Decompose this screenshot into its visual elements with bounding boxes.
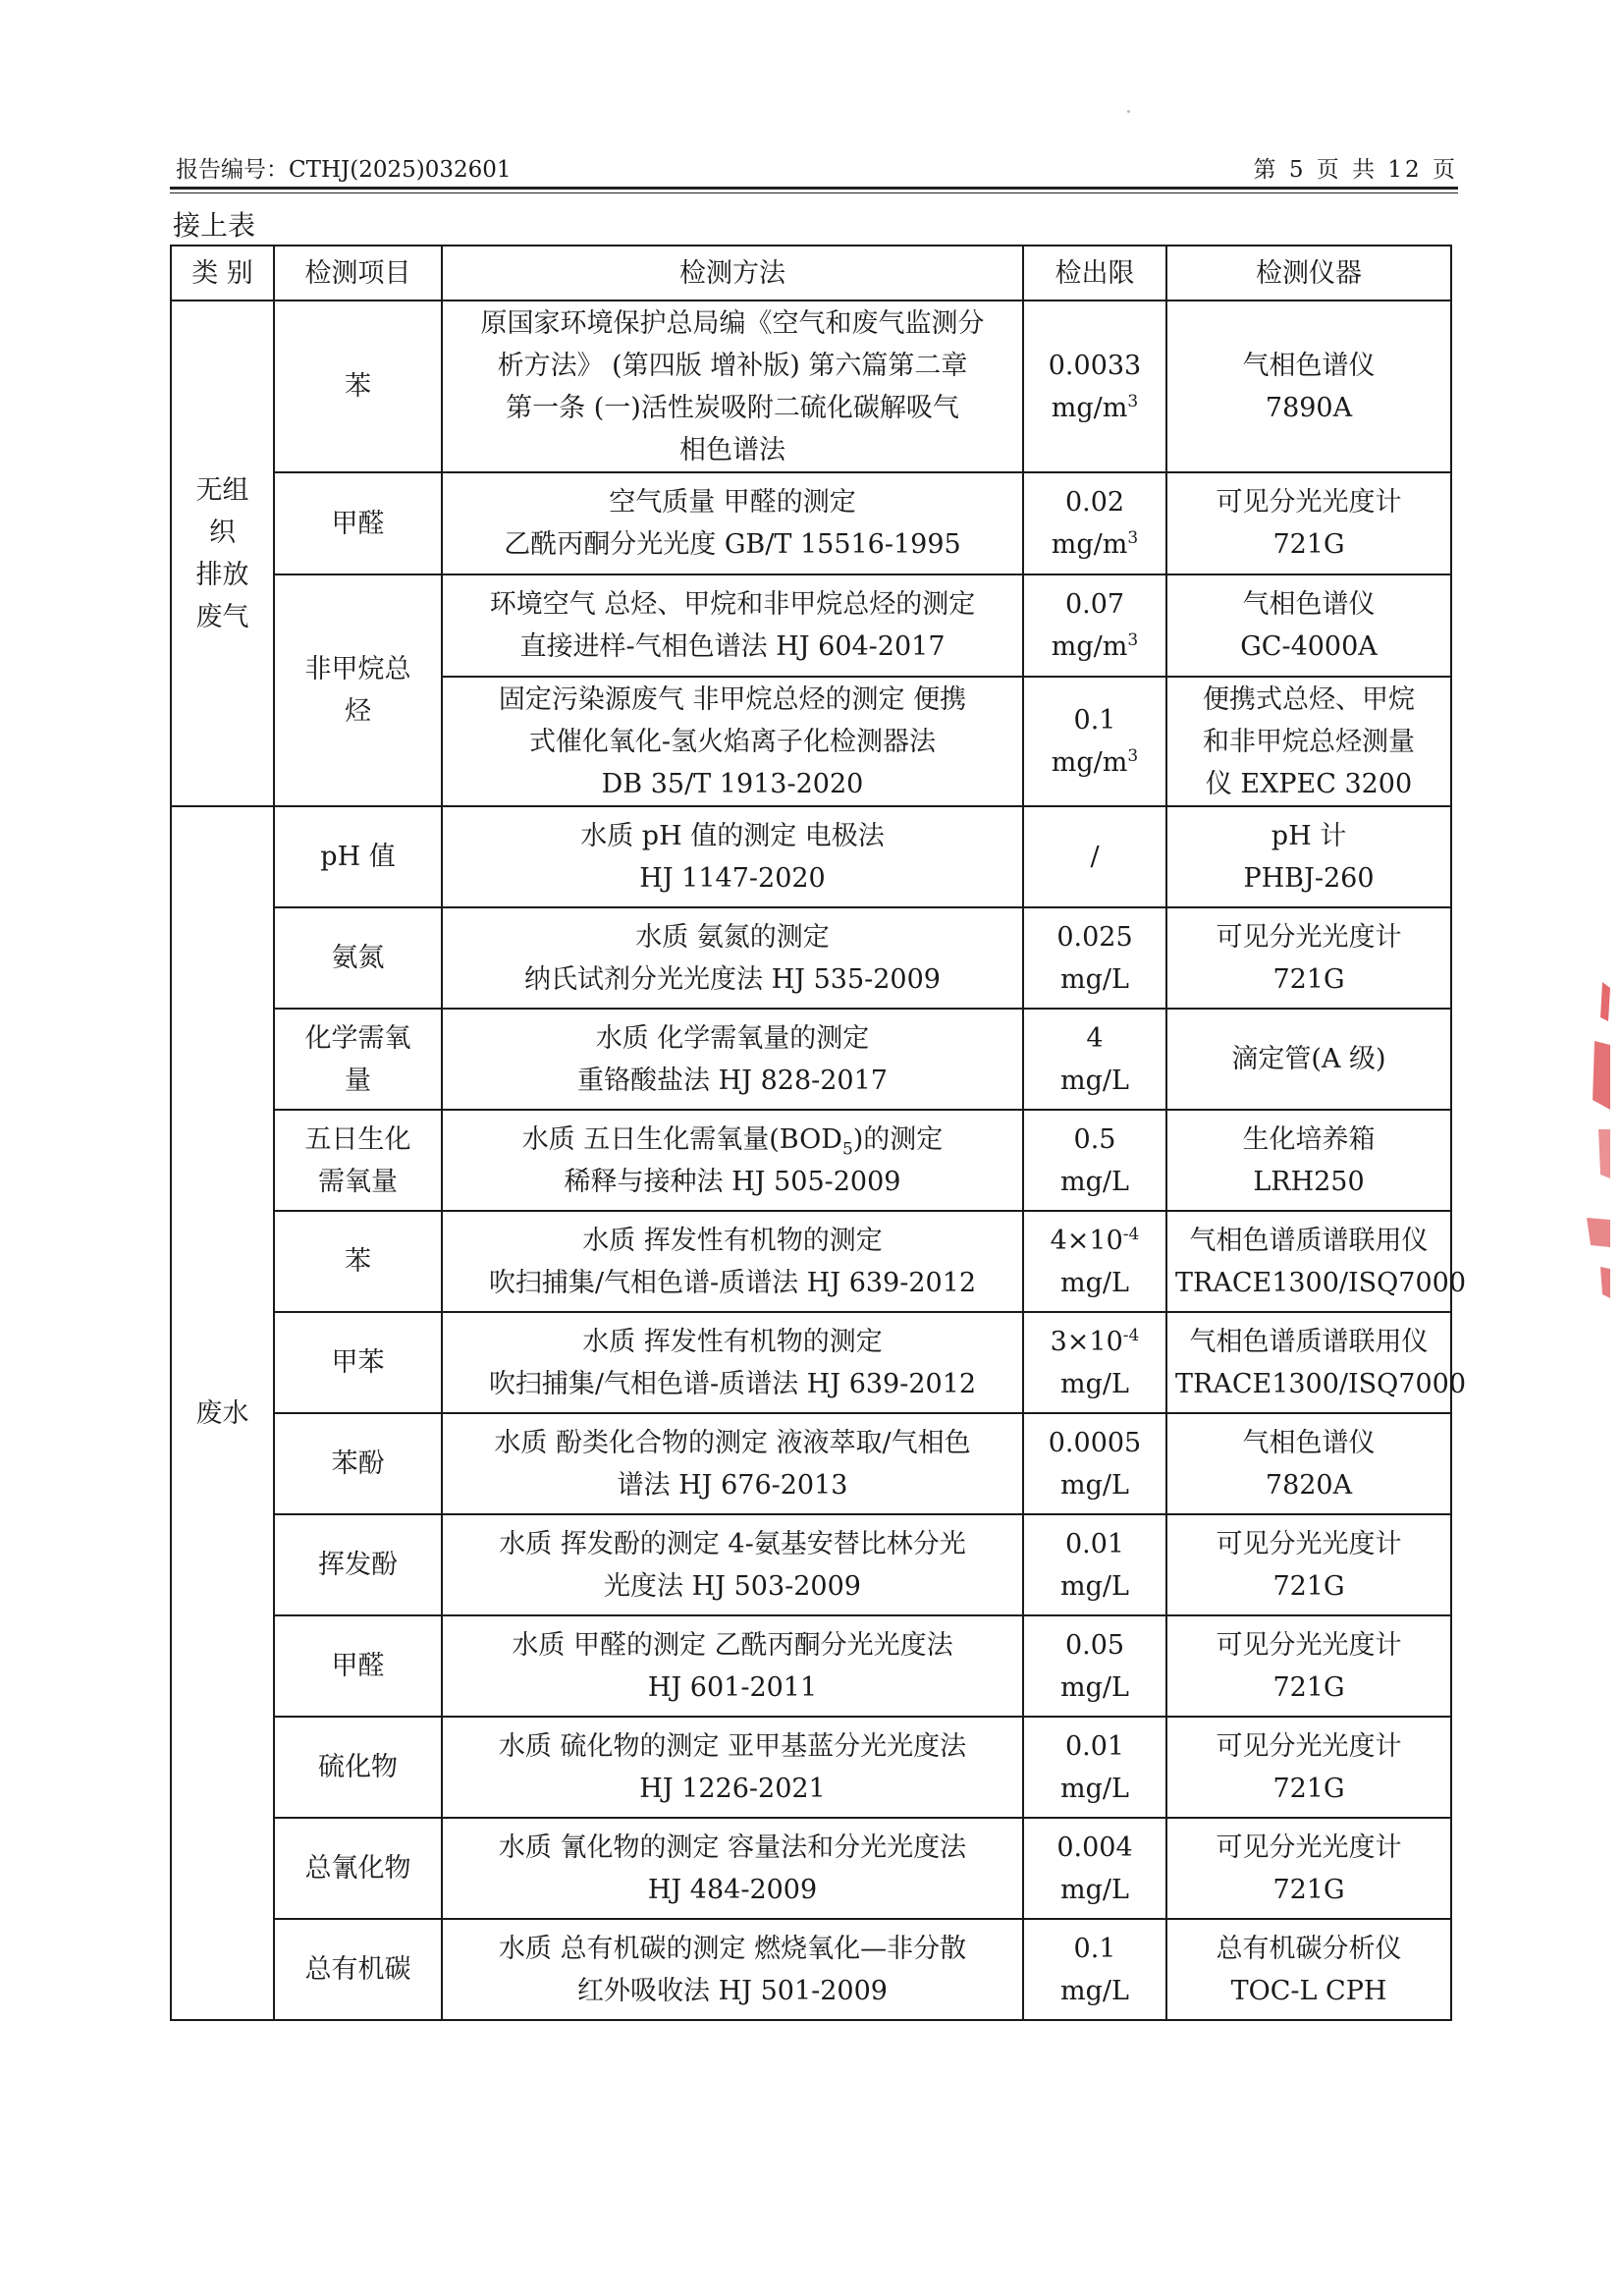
limit-unit-text: mg/m <box>1051 631 1128 662</box>
instrument-cell <box>1166 574 1451 677</box>
method-text: 相色谱法 <box>679 434 785 465</box>
item-name: 苯 <box>345 1246 371 1277</box>
header-divider <box>170 187 1458 193</box>
method-cell <box>442 574 1023 677</box>
instrument-text: 721G <box>1272 963 1345 995</box>
limit-unit <box>1032 1161 1158 1203</box>
item-cell <box>274 1615 442 1717</box>
instrument-text: TRACE1300/ISQ7000 <box>1175 1368 1467 1399</box>
method-cell <box>442 1717 1023 1818</box>
instrument-text: 可见分光光度计 <box>1216 487 1402 518</box>
limit-value <box>1032 583 1158 626</box>
instrument-cell <box>1166 1717 1451 1818</box>
item-cell <box>274 301 442 472</box>
limit-cell <box>1023 677 1166 806</box>
method-text: 谱法 HJ 676-2013 <box>617 1469 848 1501</box>
seal-mark <box>1600 982 1610 1021</box>
item-cell <box>274 907 442 1009</box>
limit-value <box>1032 916 1158 958</box>
limit-unit <box>1032 1869 1158 1911</box>
limit-cell <box>1023 1312 1166 1413</box>
instrument-text: 生化培养箱 <box>1242 1123 1376 1155</box>
item-cell <box>274 1818 442 1919</box>
method-cell <box>442 1110 1023 1211</box>
item-cell <box>274 574 442 806</box>
item-name: 量 <box>345 1065 371 1096</box>
limit-value <box>1032 699 1158 741</box>
limit-number: 0.01 <box>1064 1730 1125 1762</box>
method-text: 水质 甲醛的测定 乙酰丙酮分光光度法 <box>512 1629 953 1661</box>
instrument-text: 可见分光光度计 <box>1216 1528 1402 1559</box>
instrument-cell <box>1166 301 1451 472</box>
instrument-cell <box>1166 677 1451 806</box>
limit-unit <box>1032 1970 1158 2012</box>
unit-exponent: 3 <box>1127 391 1139 411</box>
table-row <box>171 1615 1451 1717</box>
header-instrument: 检测仪器 <box>1166 246 1451 301</box>
limit-unit <box>1032 387 1158 429</box>
method-text: 水质 五日生化需氧量$(BOD_5)$的测定 <box>521 1123 944 1159</box>
limit-unit-text: mg/L <box>1060 963 1129 995</box>
method-text: 水质 酚类化合物的测定 液液萃取/气相色 <box>494 1427 971 1458</box>
header-method: 检测方法 <box>442 246 1023 301</box>
seal-mark <box>1600 1267 1610 1298</box>
table-row <box>171 806 1451 907</box>
method-cell <box>442 1312 1023 1413</box>
limit-unit <box>1032 1363 1158 1405</box>
method-text: 水质 氨氮的测定 <box>635 921 830 953</box>
category-name: 排放 <box>195 559 249 590</box>
limit-unit-text: mg/L <box>1060 1570 1129 1602</box>
method-text: 式催化氧化-氢火焰离子化检测器法 <box>528 726 937 757</box>
method-text: 水质 挥发性有机物的测定 <box>582 1326 883 1357</box>
limit-unit-text: mg/L <box>1060 1671 1129 1703</box>
method-cell <box>442 472 1023 574</box>
limit-value <box>1032 481 1158 523</box>
instrument-text: 仪 EXPEC 3200 <box>1205 768 1413 799</box>
instrument-text: 气相色谱质谱联用仪 <box>1189 1225 1429 1256</box>
table-row <box>171 1110 1451 1211</box>
method-cell <box>442 1615 1023 1717</box>
category-name: 无组 <box>195 474 249 506</box>
instrument-text: GC-4000A <box>1240 631 1378 662</box>
red-seal-fragment <box>1581 982 1610 1306</box>
limit-cell <box>1023 1413 1166 1514</box>
item-name: 非甲烷总 <box>304 654 411 684</box>
method-text: 稀释与接种法 HJ 505-2009 <box>564 1166 901 1197</box>
limit-cell <box>1023 574 1166 677</box>
detection-methods-table <box>170 245 1467 2021</box>
instrument-text: 721G <box>1272 1671 1345 1703</box>
table-row <box>171 1717 1451 1818</box>
method-cell <box>442 1514 1023 1615</box>
table-row <box>171 472 1451 574</box>
page-header <box>170 147 1458 187</box>
limit-number: 4 <box>1086 1022 1104 1054</box>
limit-cell <box>1023 1211 1166 1312</box>
limit-value <box>1032 1624 1158 1667</box>
table-row <box>171 1211 1451 1312</box>
limit-number: 0.004 <box>1056 1831 1133 1863</box>
limit-exponent: -4 <box>1122 1224 1140 1244</box>
instrument-cell <box>1166 1413 1451 1514</box>
instrument-text: 滴定管(A 级) <box>1231 1044 1386 1074</box>
item-cell <box>274 1211 442 1312</box>
method-text: 水质 化学需氧量的测定 <box>595 1022 870 1054</box>
limit-number: 0.02 <box>1064 487 1125 518</box>
limit-cell <box>1023 806 1166 907</box>
method-text: 水质 pH 值的测定 电极法 <box>580 820 885 851</box>
limit-unit <box>1032 958 1158 1001</box>
instrument-text: 721G <box>1272 1570 1345 1602</box>
category-cell <box>171 806 274 2020</box>
limit-number: 0.0005 <box>1048 1427 1142 1458</box>
unit-exponent: 3 <box>1127 746 1139 766</box>
instrument-text: TOC-L CPH <box>1230 1975 1387 2006</box>
limit-value <box>1032 1725 1158 1768</box>
instrument-text: 便携式总烃、甲烷 <box>1203 683 1415 715</box>
instrument-text: 721G <box>1272 1874 1345 1905</box>
limit-unit <box>1032 1768 1158 1810</box>
limit-cell <box>1023 472 1166 574</box>
item-name: 苯 <box>345 371 371 402</box>
limit-unit <box>1032 741 1158 784</box>
item-name: pH 值 <box>320 842 396 872</box>
limit-number: / <box>1090 842 1100 872</box>
method-text: 第一条 (一)活性炭吸附二硫化碳解吸气 <box>506 392 959 423</box>
limit-number: 0.5 <box>1073 1123 1116 1155</box>
limit-cell <box>1023 1818 1166 1919</box>
instrument-cell <box>1166 1009 1451 1110</box>
limit-unit-text: mg/L <box>1060 1773 1129 1804</box>
item-name: 挥发酚 <box>318 1550 398 1580</box>
method-text: HJ 484-2009 <box>647 1874 818 1905</box>
limit-unit-text: mg/L <box>1060 1975 1129 2006</box>
limit-value <box>1032 345 1158 387</box>
limit-number: 0.1 <box>1073 1933 1116 1964</box>
method-text: DB 35/T 1913-2020 <box>601 768 864 799</box>
method-text: 水质 挥发酚的测定 4-氨基安替比林分光 <box>499 1528 966 1559</box>
category-cell <box>171 301 274 806</box>
method-text: 吹扫捕集/气相色谱-质谱法 HJ 639-2012 <box>488 1267 977 1298</box>
method-text: 水质 总有机碳的测定 燃烧氧化—非分散 <box>498 1933 967 1964</box>
limit-unit-text: mg/L <box>1060 1166 1129 1197</box>
limit-value <box>1032 1827 1158 1869</box>
instrument-text: 7820A <box>1265 1469 1353 1501</box>
limit-unit <box>1032 1464 1158 1506</box>
method-text: HJ 601-2011 <box>647 1671 818 1703</box>
method-cell <box>442 677 1023 806</box>
limit-value <box>1032 1017 1158 1060</box>
limit-unit <box>1032 1565 1158 1608</box>
instrument-text: 气相色谱仪 <box>1242 1427 1376 1458</box>
limit-value <box>1032 1523 1158 1565</box>
limit-value <box>1032 1321 1158 1363</box>
item-cell <box>274 1413 442 1514</box>
table-row <box>171 907 1451 1009</box>
method-text: HJ 1147-2020 <box>639 862 826 894</box>
limit-unit-text: mg/m <box>1051 392 1128 423</box>
table-row <box>171 1312 1451 1413</box>
method-text: 析方法》 (第四版 增补版) 第六篇第二章 <box>497 350 968 381</box>
item-cell <box>274 1009 442 1110</box>
item-name: 甲醛 <box>331 1651 385 1681</box>
method-text: 原国家环境保护总局编《空气和废气监测分 <box>480 307 985 339</box>
limit-value <box>1032 1928 1158 1970</box>
limit-unit <box>1032 1060 1158 1102</box>
limit-value <box>1032 1119 1158 1161</box>
item-name: 苯酚 <box>331 1449 385 1479</box>
item-cell <box>274 1514 442 1615</box>
item-name: 硫化物 <box>318 1752 398 1782</box>
limit-unit-text: mg/L <box>1060 1065 1129 1096</box>
instrument-cell <box>1166 1312 1467 1413</box>
method-cell <box>442 301 1023 472</box>
limit-number: 0.0033 <box>1048 350 1142 381</box>
limit-value <box>1032 836 1158 878</box>
table-row <box>171 1919 1451 2020</box>
limit-cell <box>1023 1919 1166 2020</box>
limit-unit <box>1032 523 1158 566</box>
limit-cell <box>1023 907 1166 1009</box>
table-row <box>171 574 1451 677</box>
method-text: 光度法 HJ 503-2009 <box>604 1570 861 1602</box>
method-text: 直接进样-气相色谱法 HJ 604-2017 <box>519 631 946 662</box>
category-name: 织 <box>209 517 236 548</box>
seal-mark <box>1593 1041 1610 1110</box>
table-row <box>171 301 1451 472</box>
instrument-cell <box>1166 1211 1467 1312</box>
instrument-text: 可见分光光度计 <box>1216 921 1402 953</box>
instrument-cell <box>1166 907 1451 1009</box>
item-cell <box>274 1919 442 2020</box>
method-text: 固定污染源废气 非甲烷总烃的测定 便携 <box>498 683 967 715</box>
table-row <box>171 1514 1451 1615</box>
instrument-text: 气相色谱质谱联用仪 <box>1189 1326 1429 1357</box>
method-text: 水质 氰化物的测定 容量法和分光光度法 <box>498 1831 967 1863</box>
subscript: 5 <box>841 1138 853 1159</box>
instrument-text: 气相色谱仪 <box>1242 350 1376 381</box>
limit-cell <box>1023 1615 1166 1717</box>
limit-cell <box>1023 1717 1166 1818</box>
item-name: 总氰化物 <box>304 1853 411 1884</box>
limit-number: 0.1 <box>1073 705 1116 736</box>
limit-unit-text: mg/L <box>1060 1874 1129 1905</box>
limit-value <box>1032 1220 1158 1262</box>
seal-mark <box>1598 1129 1610 1178</box>
method-text: 乙酰丙酮分光光度 GB/T 15516-1995 <box>504 529 961 560</box>
page-number: 第 5 页 共 12 页 <box>1253 157 1458 183</box>
item-name: 化学需氧 <box>304 1022 411 1054</box>
limit-number: 0.05 <box>1064 1629 1125 1661</box>
table-body <box>171 301 1467 2020</box>
limit-cell <box>1023 1110 1166 1211</box>
method-text: 空气质量 甲醛的测定 <box>609 487 856 518</box>
method-cell <box>442 1919 1023 2020</box>
limit-unit <box>1032 1262 1158 1304</box>
seal-mark <box>1587 1218 1610 1247</box>
table-row <box>171 1818 1451 1919</box>
limit-unit <box>1032 626 1158 668</box>
instrument-cell <box>1166 1818 1451 1919</box>
report-number: 报告编号：CTHJ(2025)032601 <box>176 157 512 183</box>
limit-number: 0.025 <box>1056 921 1133 953</box>
method-cell <box>442 1009 1023 1110</box>
instrument-cell <box>1166 1110 1451 1211</box>
limit-cell <box>1023 1514 1166 1615</box>
limit-number: 0.07 <box>1064 589 1125 620</box>
item-name: 甲醛 <box>331 508 385 539</box>
instrument-cell <box>1166 1615 1451 1717</box>
instrument-text: 721G <box>1272 1773 1345 1804</box>
scan-speck <box>1127 110 1130 113</box>
instrument-text: 721G <box>1272 529 1345 560</box>
method-cell <box>442 907 1023 1009</box>
header-limit: 检出限 <box>1023 246 1166 301</box>
instrument-cell <box>1166 1919 1451 2020</box>
table-row <box>171 1413 1451 1514</box>
method-cell <box>442 806 1023 907</box>
item-cell <box>274 1110 442 1211</box>
limit-number: 4×10 <box>1050 1225 1123 1256</box>
method-cell <box>442 1818 1023 1919</box>
header-category: 类 别 <box>171 246 274 301</box>
instrument-cell <box>1166 1514 1451 1615</box>
method-cell <box>442 1413 1023 1514</box>
item-cell <box>274 472 442 574</box>
limit-unit-text: mg/L <box>1060 1267 1129 1298</box>
instrument-text: 和非甲烷总烃测量 <box>1203 726 1415 757</box>
limit-number: 3×10 <box>1050 1326 1123 1357</box>
instrument-text: 7890A <box>1265 392 1353 423</box>
continued-label: 接上表 <box>173 209 256 242</box>
table-header-row <box>171 246 1451 301</box>
limit-number: 0.01 <box>1064 1528 1125 1559</box>
instrument-text: 可见分光光度计 <box>1216 1831 1402 1863</box>
instrument-cell <box>1166 806 1451 907</box>
method-text: 水质 挥发性有机物的测定 <box>582 1225 883 1256</box>
method-text: 环境空气 总烃、甲烷和非甲烷总烃的测定 <box>489 589 976 620</box>
instrument-text: PHBJ-260 <box>1243 862 1375 894</box>
method-cell <box>442 1211 1023 1312</box>
item-cell <box>274 1312 442 1413</box>
item-name: 甲苯 <box>331 1347 385 1378</box>
limit-unit-text: mg/m <box>1051 747 1128 778</box>
instrument-text: 气相色谱仪 <box>1242 589 1376 620</box>
limit-value <box>1032 1422 1158 1464</box>
item-cell <box>274 806 442 907</box>
instrument-cell <box>1166 472 1451 574</box>
limit-unit <box>1032 1667 1158 1709</box>
limit-cell <box>1023 301 1166 472</box>
item-name: 需氧量 <box>318 1166 398 1197</box>
item-name: 烃 <box>345 696 371 727</box>
method-text: 纳氏试剂分光光度法 HJ 535-2009 <box>524 963 941 995</box>
unit-exponent: 3 <box>1127 528 1139 548</box>
item-name: 五日生化 <box>304 1123 411 1155</box>
method-text: 水质 硫化物的测定 亚甲基蓝分光光度法 <box>498 1730 967 1762</box>
unit-exponent: 3 <box>1127 630 1139 650</box>
header-item: 检测项目 <box>274 246 442 301</box>
method-text: HJ 1226-2021 <box>639 1773 826 1804</box>
category-name: 废水 <box>195 1397 249 1429</box>
instrument-text: TRACE1300/ISQ7000 <box>1175 1267 1467 1298</box>
instrument-text: 总有机碳分析仪 <box>1216 1933 1402 1964</box>
instrument-text: 可见分光光度计 <box>1216 1730 1402 1762</box>
limit-unit-text: mg/m <box>1051 529 1128 560</box>
limit-cell <box>1023 1009 1166 1110</box>
method-text: 吹扫捕集/气相色谱-质谱法 HJ 639-2012 <box>488 1368 977 1399</box>
item-name: 总有机碳 <box>304 1954 411 1985</box>
limit-exponent: -4 <box>1122 1325 1140 1345</box>
instrument-text: pH 计 <box>1271 820 1347 851</box>
method-text: 红外吸收法 HJ 501-2009 <box>577 1975 888 2006</box>
instrument-text: LRH250 <box>1253 1166 1365 1197</box>
limit-unit-text: mg/L <box>1060 1469 1129 1501</box>
item-name: 氨氮 <box>331 943 385 973</box>
category-name: 废气 <box>195 601 249 632</box>
item-cell <box>274 1717 442 1818</box>
method-text: 重铬酸盐法 HJ 828-2017 <box>577 1065 888 1096</box>
limit-unit-text: mg/L <box>1060 1368 1129 1399</box>
table-row <box>171 1009 1451 1110</box>
instrument-text: 可见分光光度计 <box>1216 1629 1402 1661</box>
